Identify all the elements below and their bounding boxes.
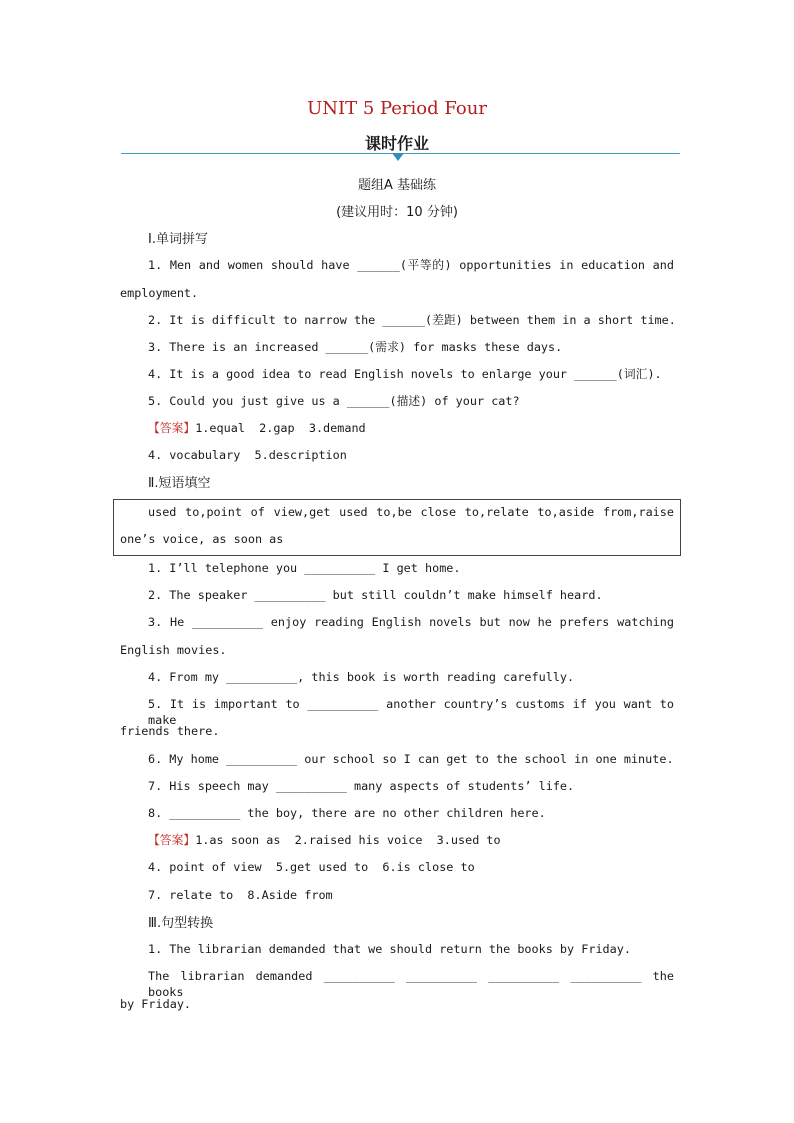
question-2-3: 3. He __________ enjoy reading English novels but now he prefers watching <box>148 615 674 629</box>
question-2-4: 4. From my __________, this book is worth reading carefully. <box>148 670 575 684</box>
question-3-1-rewrite-cont: by Friday. <box>120 997 192 1011</box>
question-2-2: 2. The speaker __________ but still couldn’t make himself heard. <box>148 588 603 602</box>
answer-tag: 【答案】 <box>148 833 196 847</box>
question-2-8: 8. __________ the boy, there are no other children here. <box>148 806 546 820</box>
answer-2-cont-2: 7. relate to 8.Aside from <box>148 888 333 902</box>
question-1-3: 3. There is an increased ______(需求) for masks these days. <box>148 340 563 354</box>
question-3-1: 1. The librarian demanded that we should return the books by Friday. <box>148 942 631 956</box>
down-triangle-icon <box>392 153 404 161</box>
time-note: (建议用时：10 分钟) <box>336 205 458 220</box>
question-2-3-cont: English movies. <box>120 643 227 657</box>
answer-text: 1.equal 2.gap 3.demand <box>195 421 366 435</box>
answer-1 <box>148 420 366 436</box>
question-2-5-cont: friends there. <box>120 724 220 738</box>
question-1-4: 4. It is a good idea to read English novels to enlarge your ______(词汇). <box>148 367 662 381</box>
phrase-list-line-2: one’s voice, as soon as <box>120 532 284 546</box>
page-title: UNIT 5 Period Four <box>307 98 487 119</box>
question-2-6: 6. My home __________ our school so I can get to the school in one minute. <box>148 752 674 766</box>
section-heading-2: Ⅱ.短语填空 <box>148 476 211 491</box>
page-subtitle: 课时作业 <box>364 134 429 153</box>
question-2-5: 5. It is important to __________ another country’s customs if you want to make <box>148 697 674 727</box>
answer-text: 1.as soon as 2.raised his voice 3.used to <box>195 833 501 847</box>
section-heading-1: Ⅰ.单词拼写 <box>148 232 208 247</box>
question-1-2: 2. It is difficult to narrow the ______(差距) between them in a short time. <box>148 313 676 327</box>
phrase-list-line-1: used to,point of view,get used to,be close to,relate to,aside from,raise <box>148 505 674 519</box>
answer-2-cont-1: 4. point of view 5.get used to 6.is close to <box>148 860 475 874</box>
question-1-1: 1. Men and women should have ______(平等的) opportunities in education and <box>148 258 674 272</box>
answer-2 <box>148 832 501 848</box>
group-label: 题组A 基础练 <box>357 178 437 193</box>
question-2-1: 1. I’ll telephone you __________ I get home. <box>148 561 461 575</box>
answer-1-cont: 4. vocabulary 5.description <box>148 448 347 462</box>
question-1-1-cont: employment. <box>120 286 199 300</box>
answer-tag: 【答案】 <box>148 421 196 435</box>
question-3-1-rewrite: The librarian demanded __________ __________ __________ __________ the books <box>148 969 674 999</box>
question-1-5: 5. Could you just give us a ______(描述) of your cat? <box>148 394 520 408</box>
question-2-7: 7. His speech may __________ many aspects of students’ life. <box>148 779 575 793</box>
section-heading-3: Ⅲ.句型转换 <box>148 916 214 931</box>
